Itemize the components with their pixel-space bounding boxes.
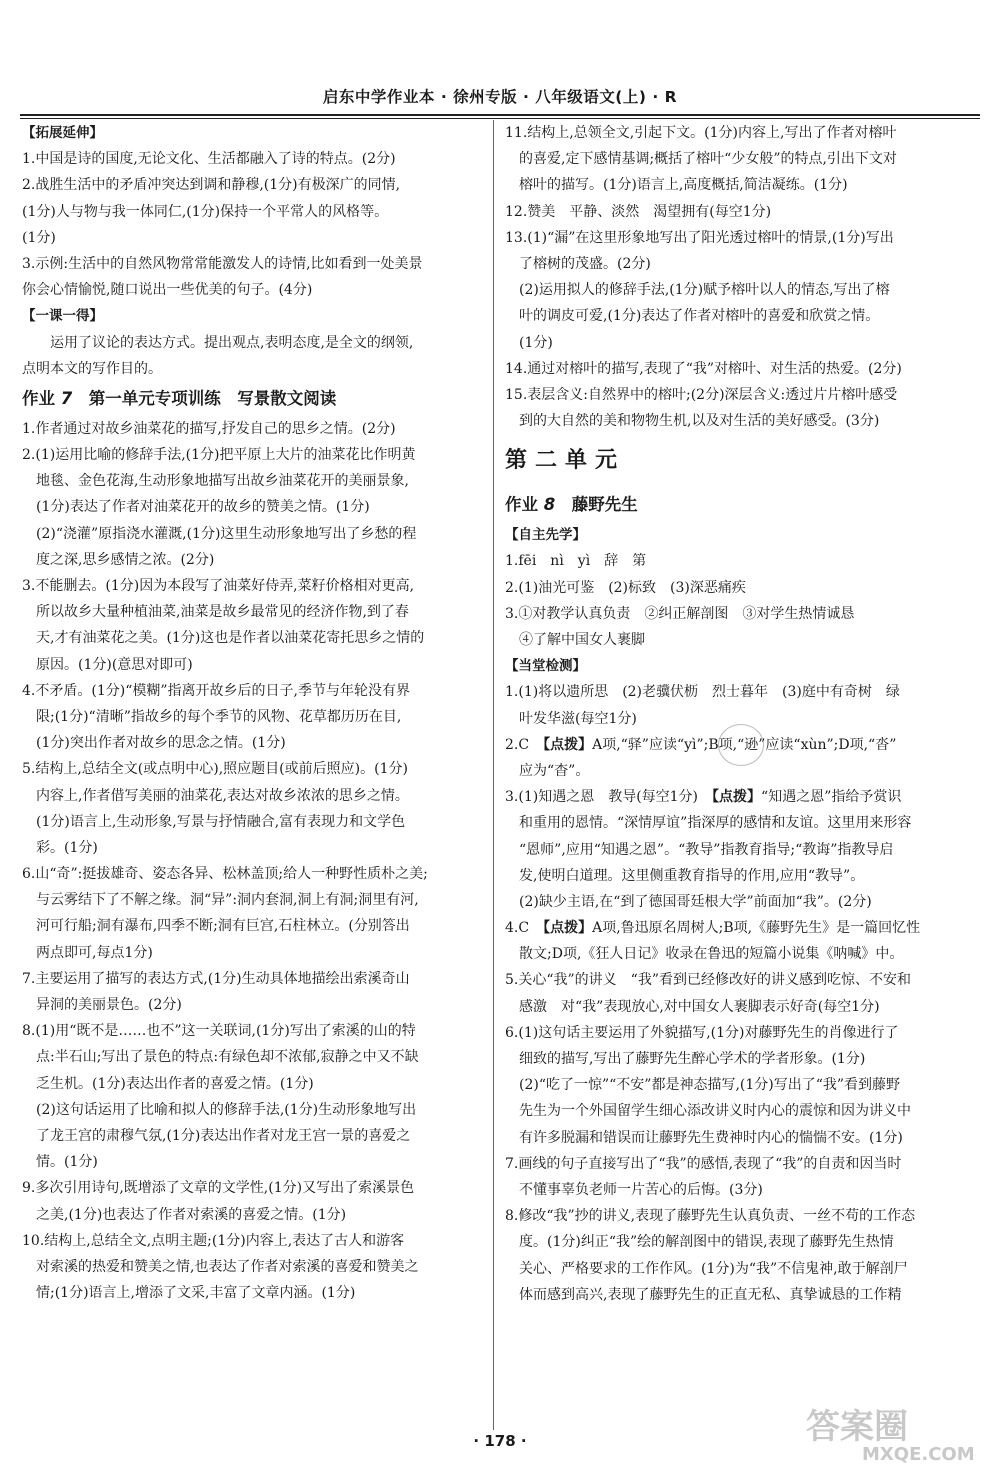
- answer-line: 1.中国是诗的国度,无论文化、生活都融入了诗的特点。(2分): [22, 151, 396, 168]
- answer-line: 和重用的恩情。“深情厚谊”指深厚的感情和友谊。这里用来形容: [519, 815, 912, 832]
- answer-line: ④了解中国女人裹脚: [519, 632, 645, 648]
- answer-line: 5.关心“我”的讲义 “我”看到已经修改好的讲义感到吃惊、不安和: [505, 972, 911, 989]
- answer-line: (2)“浇灌”原指浇水灌溉,(1分)这里生动形象地写出了乡愁的程: [36, 525, 417, 542]
- subsection-label: 【当堂检测】: [505, 658, 586, 675]
- answer-line: 5.结构上,总结全文(或点明中心),照应题目(或前后照应)。(1分): [22, 761, 408, 778]
- answer-line: [505, 915, 980, 941]
- subsection-label: 【自主先学】: [505, 527, 586, 544]
- answer-line: 10.结构上,总结全文,点明主题;(1分)内容上,表达了古人和游客: [22, 1232, 405, 1249]
- answer-line: 15.表层含义:自然界中的榕叶;(2分)深层含义:透过片片榕叶感受: [505, 386, 898, 403]
- answer-line: 1.作者通过对故乡油菜花的描写,抒发自己的思乡之情。(2分): [22, 420, 396, 437]
- answer-line: 之美,(1分)也表达了作者对索溪的喜爱之情。(1分): [36, 1206, 347, 1223]
- answer-line: 度。(1分)纠正“我”绘的解剖图中的错误,表现了藤野先生热情: [519, 1234, 894, 1251]
- answer-line: 与云雾结下了不解之缘。洞“异”:洞内套洞,洞上有洞;洞里有河,: [36, 892, 419, 909]
- answer-prefix: 3.(1)知遇之恩 教导(每空1分): [505, 789, 713, 806]
- answer-line: 对索溪的热爱和赞美之情,也表达了作者对索溪的喜爱和赞美之: [36, 1258, 419, 1275]
- answer-line: 的喜爱,定下感情基调;概括了榕叶“少女般”的特点,引出下文对: [519, 151, 897, 168]
- answer-line: 4.不矛盾。(1分)“模糊”指离开故乡后的日子,季节与年轮没有界: [22, 682, 410, 699]
- answer-line: 所以故乡大量种植油菜,油菜是故乡最常见的经济作物,到了春: [36, 604, 409, 621]
- answer-line: 异洞的美丽景色。(2分): [36, 997, 182, 1013]
- right-column: [505, 120, 980, 1430]
- answer-line: 体而感到高兴,表现了藤野先生的正直无私、真挚诚恳的工作精: [519, 1286, 902, 1303]
- answer-line: 乏生机。(1分)表达出作者的喜爱之情。(1分): [36, 1075, 314, 1092]
- answer-line: (2)这句话运用了比喻和拟人的修辞手法,(1分)生动形象地写出: [36, 1101, 417, 1118]
- answer-line: (2)“吃了一惊”“不安”都是神态描写,(1分)写出了“我”看到藤野: [519, 1077, 901, 1094]
- answer-line: 内容上,作者借写美丽的油菜花,表达对故乡浓浓的思乡之情。: [36, 787, 409, 804]
- watermark-logo: [802, 1398, 982, 1466]
- tip-label: 【点拨】: [712, 789, 762, 806]
- answer-line: 1.(1)将以遗所思 (2)老骥伏枥 烈士暮年 (3)庭中有奇树 绿: [505, 684, 900, 701]
- answer-text: A项,“驿”应读“yì”;B项,“逊”应读“xùn”;D项,“沓”: [592, 736, 897, 753]
- answer-prefix: 2.C: [505, 736, 544, 753]
- answer-line: 6.(1)这句话主要运用了外貌描写,(1分)对藤野先生的肖像进行了: [505, 1024, 899, 1041]
- answer-line: 关心、严格要求的工作作风。(1分)为“我”不信鬼神,敢于解剖尸: [519, 1260, 908, 1277]
- heading-number: 8: [543, 495, 556, 515]
- answer-line: 2.(1)油光可鉴 (2)标致 (3)深恶痛疾: [505, 579, 746, 596]
- answer-line: 情。(1分): [36, 1154, 98, 1171]
- answer-line: (1分)语言上,生动形象,写景与抒情融合,富有表现力和文学色: [36, 813, 406, 830]
- answer-line: 先生为一个外国留学生细心添改讲义时内心的震惊和因为讲义中: [519, 1103, 911, 1120]
- answer-line: 9.多次引用诗句,既增添了文章的文学性,(1分)又写出了索溪景色: [22, 1180, 415, 1197]
- answer-line: 7.主要运用了描写的表达方式,(1分)生动具体地描绘出索溪奇山: [22, 970, 410, 987]
- subsection-label: 【一课一得】: [22, 308, 103, 325]
- subsection-label: 【拓展延伸】: [22, 125, 103, 141]
- answer-line: 原因。(1分)(意思对即可): [36, 656, 193, 673]
- answer-line: 你会心情愉悦,随口说出一些优美的句子。(4分): [22, 282, 313, 299]
- answer-line: (2)运用拟人的修辞手法,(1分)赋予榕叶以人的情态,写出了榕: [519, 282, 890, 299]
- section-heading: [22, 382, 492, 416]
- answer-line: (1分): [519, 334, 553, 351]
- answer-text: A项,鲁迅原名周树人;B项,《藤野先生》是一篇回忆性: [592, 920, 921, 937]
- watermark-icon: [802, 1398, 982, 1466]
- answer-text: “知遇之恩”指给予赏识: [761, 789, 902, 806]
- answer-line: 散文;D项,《狂人日记》收录在鲁迅的短篇小说集《呐喊》中。: [519, 946, 904, 963]
- header-title: 启东中学作业本 · 徐州专版 · 八年级语文(上) · R: [322, 88, 678, 106]
- answer-line: (1分)表达了作者对油菜花开的故乡的赞美之情。(1分): [36, 499, 370, 516]
- answer-line: 8.修改“我”抄的讲义,表现了藤野先生认真负责、一丝不苟的工作态: [505, 1208, 916, 1225]
- answer-line: 地毯、金色花海,生动形象地描写出故乡油菜花开的美丽景象,: [36, 473, 409, 490]
- answer-line: [505, 784, 980, 810]
- answer-line: 彩。(1分): [36, 839, 98, 856]
- answer-line: 2.战胜生活中的矛盾冲突达到调和静穆,(1分)有极深广的同情,: [22, 177, 401, 194]
- page-header: [0, 84, 1000, 114]
- answer-line: 7.画线的句子直接写出了“我”的感悟,表现了“我”的自责和因当时: [505, 1155, 902, 1172]
- answer-line: 细致的描写,写出了藤野先生醉心学术的学者形象。(1分): [519, 1051, 866, 1067]
- answer-line: 河可行船;洞有瀑布,四季不断;洞有巨宫,石柱林立。(分别答出: [36, 918, 410, 935]
- answer-line: 了龙王宫的肃穆气氛,(1分)表达出作者对龙王宫一景的喜爱之: [36, 1127, 411, 1144]
- column-divider: [493, 120, 494, 1430]
- answer-line: 点明本文的写作目的。: [22, 360, 162, 377]
- answer-line: “恩师”,应用“知遇之恩”。“教导”指教育指导;“教诲”指教导启: [519, 841, 894, 858]
- answer-line: 感激 对“我”表现放心,对中国女人裹脚表示好奇(每空1分): [519, 998, 880, 1015]
- answer-line: 8.(1)用“既不是……也不”这一关联词,(1分)写出了索溪的山的特: [22, 1023, 416, 1040]
- answer-line: 度之深,思乡感情之浓。(2分): [36, 551, 215, 568]
- answer-line: 6.山“奇”:挺拔雄奇、姿态各异、松林盖顶;给人一种野性质朴之美;: [22, 866, 428, 883]
- heading-title: 第一单元专项训练 写景散文阅读: [88, 388, 337, 408]
- answer-line: 到的大自然的美和物物生机,以及对生活的美好感受。(3分): [519, 413, 880, 430]
- answer-line: 情;(1分)语言上,增添了文采,丰富了文章内涵。(1分): [36, 1285, 356, 1302]
- tip-label: 【点拨】: [543, 920, 593, 937]
- answer-line: 叶发华滋(每空1分): [519, 710, 637, 727]
- answer-line: 13.(1)“漏”在这里形象地写出了阳光透过榕叶的情景,(1分)写出: [505, 229, 894, 246]
- answer-line: 有许多脱漏和错误而让藤野先生费神时内心的惴惴不安。(1分): [519, 1129, 903, 1146]
- answer-line: 运用了议论的表达方式。提出观点,表明态度,是全文的纲领,: [50, 334, 414, 351]
- answer-prefix: 4.C: [505, 920, 544, 937]
- answer-line: (1分): [22, 229, 56, 246]
- answer-line: 不懂事辜负老师一片苦心的后悔。(3分): [519, 1181, 763, 1198]
- tip-label: 【点拨】: [543, 736, 593, 753]
- answer-line: 11.结构上,总领全文,引起下文。(1分)内容上,写出了作者对榕叶: [505, 125, 897, 141]
- answer-line: 14.通过对榕叶的描写,表现了“我”对榕叶、对生活的热爱。(2分): [505, 360, 902, 377]
- stamp-mark: [718, 724, 764, 766]
- heading-prefix: 作业: [22, 388, 55, 408]
- answer-line: (1分)人与物与我一体同仁,(1分)保持一个平常人的风格等。: [22, 203, 389, 220]
- left-column: [22, 120, 492, 1430]
- answer-line: 榕叶的描写。(1分)语言上,高度概括,简洁凝练。(1分): [519, 177, 848, 194]
- answer-line: 2.(1)运用比喻的修辞手法,(1分)把平原上大片的油菜花比作明黄: [22, 447, 416, 464]
- answer-line: 天,才有油菜花之美。(1分)这也是作者以油菜花寄托思乡之情的: [36, 630, 425, 647]
- heading-prefix: 作业: [505, 495, 538, 515]
- header-rule: [20, 114, 980, 119]
- answer-line: 点:半石山;写出了景色的特点:有绿色却不浓郁,寂静之中又不缺: [36, 1049, 419, 1066]
- svg-text:MXQE.COM: MXQE.COM: [862, 1444, 975, 1465]
- answer-line: (1分)突出作者对故乡的思念之情。(1分): [36, 735, 286, 752]
- page-number: · 178 ·: [473, 1432, 527, 1450]
- unit-title: 第二单元: [505, 448, 626, 474]
- svg-text:答案圈: 答案圈: [806, 1407, 908, 1447]
- answer-line: 应为“杳”。: [519, 762, 590, 779]
- answer-line: 12.赞美 平静、淡然 渴望拥有(每空1分): [505, 203, 772, 220]
- heading-number: 7: [60, 388, 73, 408]
- answer-line: 叶的调皮可爱,(1分)表达了作者对榕叶的喜爱和欣赏之情。: [519, 308, 880, 325]
- section-heading: [505, 488, 980, 522]
- answer-line: 3.示例:生活中的自然风物常常能激发人的诗情,比如看到一处美景: [22, 255, 423, 272]
- answer-line: 两点即可,每点1分): [36, 944, 153, 961]
- answer-line: 3.不能删去。(1分)因为本段写了油菜好侍弄,菜籽价格相对更高,: [22, 578, 415, 594]
- answer-line: 了榕树的茂盛。(2分): [519, 255, 651, 272]
- answer-line: 1.fēi nì yì 辞 第: [505, 553, 647, 570]
- answer-line: (2)缺少主语,在“到了德国哥廷根大学”前面加“我”。(2分): [519, 893, 872, 910]
- heading-title: 藤野先生: [571, 495, 638, 515]
- answer-line: 发,使明白道理。这里侧重教育指导的作用,应用“教导”。: [519, 867, 865, 884]
- answer-line: 限;(1分)“清晰”指故乡的每个季节的风物、花草都历历在目,: [36, 708, 402, 725]
- answer-line: 3.①对教学认真负责 ②纠正解剖图 ③对学生热情诚恳: [505, 605, 855, 622]
